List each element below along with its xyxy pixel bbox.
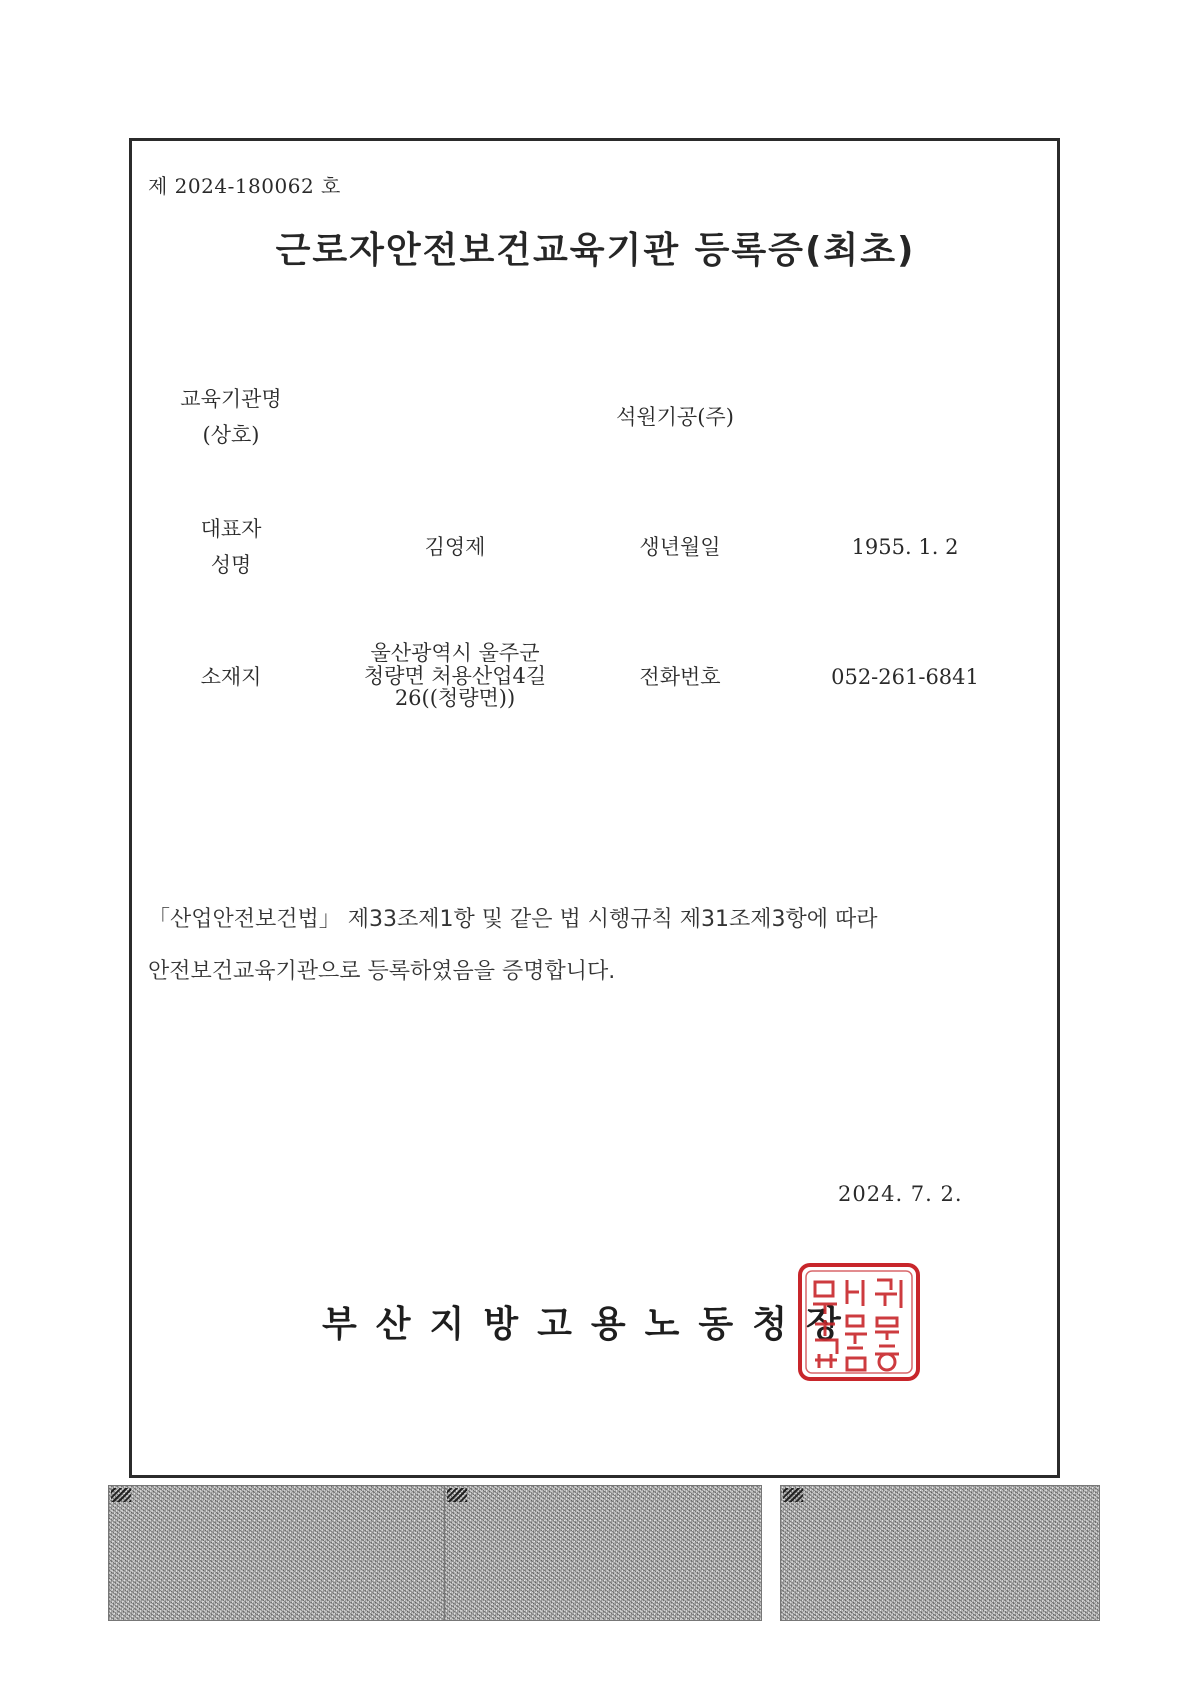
- phone-label: 전화번호: [639, 665, 721, 689]
- issuer-name: 부산지방고용노동청장: [322, 1304, 860, 1345]
- institution-value: 석원기공(주): [616, 405, 734, 429]
- location-line2: 청량면 처용산업4길: [363, 663, 547, 688]
- institution-label-line2: (상호): [202, 422, 260, 447]
- certificate-title: 근로자안전보건교육기관 등록증(최초): [275, 230, 916, 271]
- representative-label: [156, 512, 306, 583]
- security-pattern-strip-2: [444, 1485, 762, 1621]
- issue-date: 2024. 7. 2.: [838, 1182, 963, 1206]
- location-label: 소재지: [200, 665, 262, 689]
- corner-mark-icon: [447, 1488, 467, 1502]
- location-line1: 울산광역시 울주군: [370, 641, 540, 665]
- institution-label-line1: 교육기관명: [180, 387, 282, 411]
- birthdate-label: 생년월일: [639, 535, 721, 559]
- representative-label-line2: 성명: [210, 552, 252, 577]
- corner-mark-icon: [783, 1488, 803, 1502]
- statement-line1: 「산업안전보건법」 제33조제1항 및 같은 법 시행규칙 제31조제3항에 따라: [148, 907, 878, 932]
- representative-value: 김영제: [424, 535, 486, 559]
- phone-value: 052-261-6841: [831, 665, 979, 689]
- official-seal-icon: [797, 1262, 921, 1382]
- location-value: [330, 642, 580, 710]
- security-pattern-strip-3: [780, 1485, 1100, 1621]
- birthdate-value: 1955. 1. 2: [851, 535, 959, 559]
- statement-line2: 안전보건교육기관으로 등록하였음을 증명합니다.: [148, 959, 616, 984]
- institution-label: [156, 382, 306, 453]
- location-line3: 26((청량면)): [394, 686, 516, 711]
- certificate-number: 제 2024-180062 호: [148, 174, 341, 198]
- representative-label-line1: 대표자: [200, 517, 262, 541]
- corner-mark-icon: [111, 1488, 131, 1502]
